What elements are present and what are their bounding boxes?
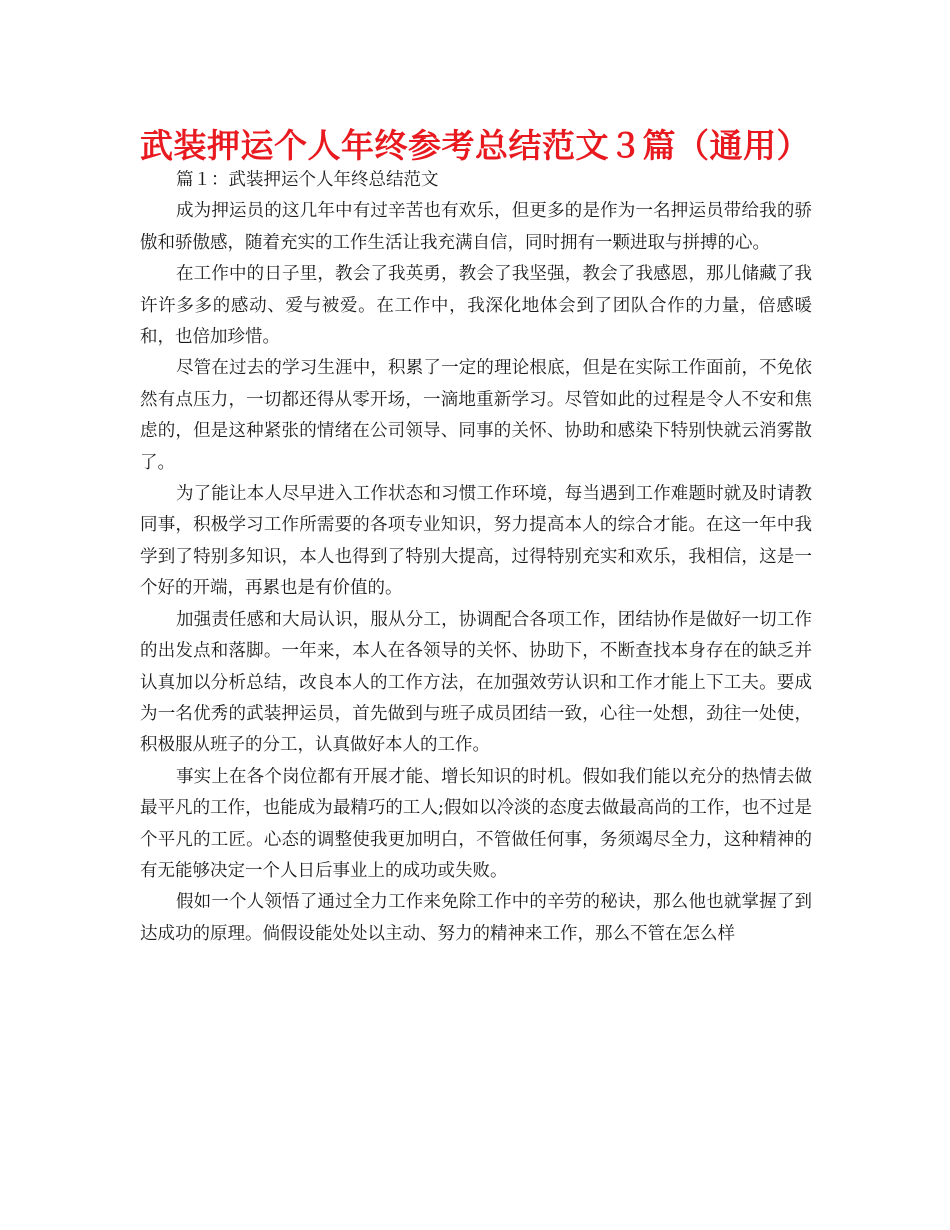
- paragraph-3: 尽管在过去的学习生涯中，积累了一定的理论根底，但是在实际工作面前，不免依然有点压力，一切都还得从零开场，一滴地重新学习。尽管如此的过程是令人不安和焦虑的，但是这种紧张的情绪在公司领导、同事的关怀、协助和感染下特别快就云消雾散了。: [140, 358, 812, 473]
- paragraph-4: 为了能让本人尽早进入工作状态和习惯工作环境，每当遇到工作难题时就及时请教同事，积极学习工作所需要的各项专业知识，努力提高本人的综合才能。在这一年中我学到了特别多知识，本人也得到了特别大提高，过得特别充实和欢乐，我相信，这是一个好的开端，再累也是有价值的。: [140, 484, 812, 599]
- paragraph-2: 在工作中的日子里，教会了我英勇，教会了我坚强，教会了我感恩，那儿储藏了我许许多多的感动、爱与被爱。在工作中，我深化地体会到了团队合作的力量，倍感暖和，也倍加珍惜。: [140, 264, 812, 348]
- document-title: 武装押运个人年终参考总结范文３篇（通用）: [140, 126, 810, 165]
- section-heading: 篇１：武装押运个人年终总结范文: [176, 170, 439, 190]
- paragraph-7: 假如一个人领悟了通过全力工作来免除工作中的辛劳的秘诀，那么他也就掌握了到达成功的原理。倘假设能处处以主动、努力的精神来工作，那么不管在怎么样: [140, 892, 812, 944]
- paragraph-5: 加强责任感和大局认识，服从分工，协调配合各项工作，团结协作是做好一切工作的出发点和落脚。一年来，本人在各领导的关怀、协助下，不断查找本身存在的缺乏并认真加以分析总结，改良本人的工作方法，在加强效劳认识和工作才能上下工夫。要成为一名优秀的武装押运员，首先做到与班子成员团结一致，心往一处想，劲往一处使，积极服从班子的分工，认真做好本人的工作。: [140, 609, 812, 756]
- paragraph-6: 事实上在各个岗位都有开展才能、增长知识的时机。假如我们能以充分的热情去做最平凡的工作，也能成为最精巧的工人;假如以冷淡的态度去做最高尚的工作，也不过是个平凡的工匠。心态的调整使我更加明白，不管做任何事，务须竭尽全力，这种精神的有无能够决定一个人日后事业上的成功或失败。: [140, 766, 812, 881]
- paragraph-1: 成为押运员的这几年中有过辛苦也有欢乐，但更多的是作为一名押运员带给我的骄傲和骄傲感，随着充实的工作生活让我充满自信，同时拥有一颗进取与拼搏的心。: [140, 201, 812, 253]
- document-body: [140, 165, 812, 950]
